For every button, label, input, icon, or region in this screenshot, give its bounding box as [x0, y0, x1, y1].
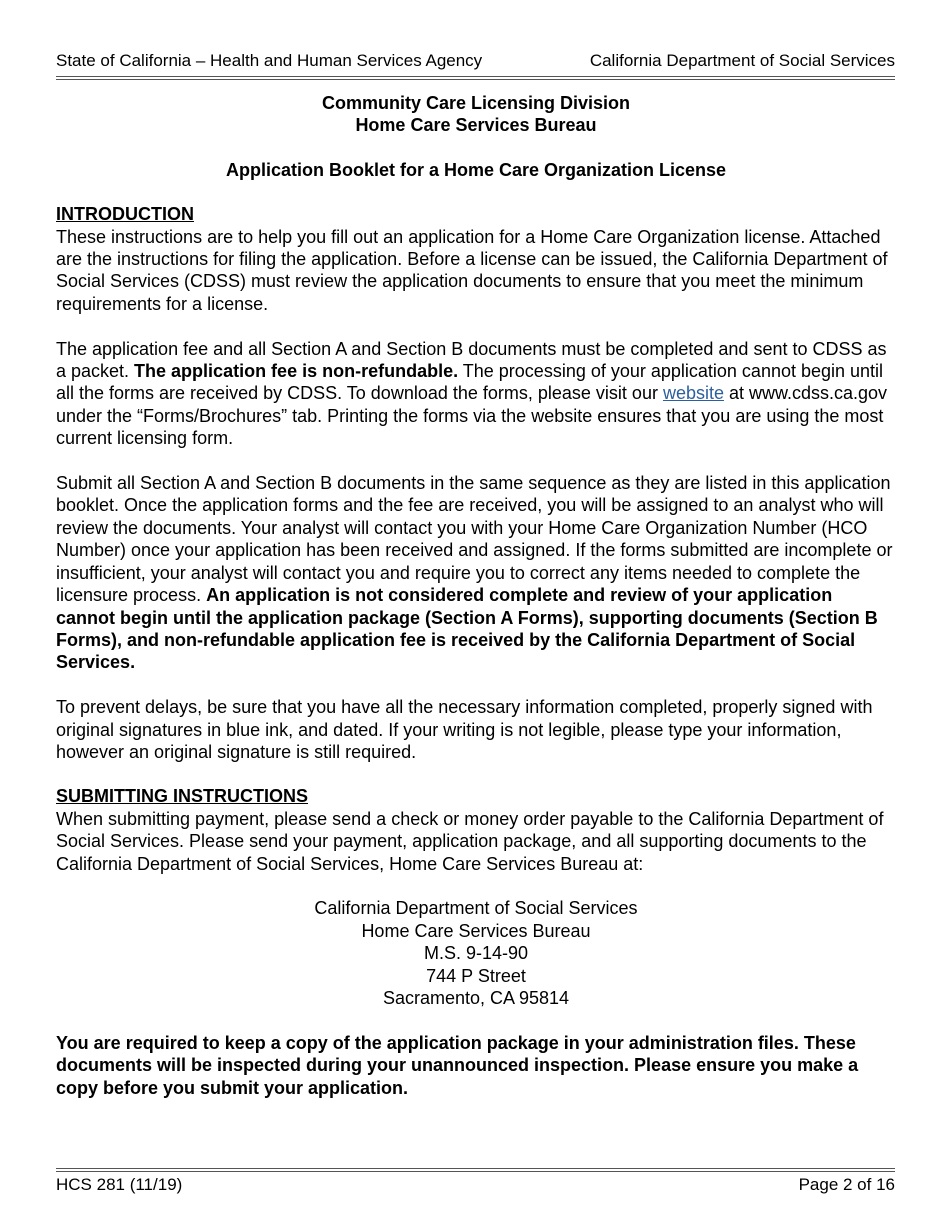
- introduction-heading: INTRODUCTION: [56, 204, 194, 225]
- page-number: Page 2 of 16: [798, 1175, 895, 1194]
- address-line-2: Home Care Services Bureau: [361, 920, 591, 941]
- header-agency: State of California – Health and Human Services Agency: [56, 51, 483, 70]
- address-line-1: California Department of Social Services: [314, 898, 638, 919]
- intro-p2-text-a: The application fee and all Section A and Section B documents must be completed and sent to CDSS as a packet.: [56, 338, 887, 382]
- header-department: California Department of Social Services: [589, 51, 895, 70]
- intro-paragraph-3: [56, 472, 896, 674]
- mailing-address: [56, 897, 896, 1009]
- copy-requirement-note: You are required to keep a copy of the application package in your administration files. These documents will be inspected during your unannounced inspection. Please ensure you make a copy before you submit your application.: [56, 1032, 859, 1098]
- division-title: Community Care Licensing Division: [321, 93, 631, 113]
- address-line-5: Sacramento, CA 95814: [382, 987, 570, 1008]
- intro-paragraph-1: These instructions are to help you fill out an application for a Home Care Organization license. Attached are the instructions for filing the application. Before a license can be issued, the California Department of Social Services (CDSS) must review the application documents to ensure that you meet the minimum requirements for a license.: [56, 226, 888, 314]
- application-complete-notice: An application is not considered complete and review of your application cannot begin until the application package (Section A Forms), supporting documents (Section B Forms), and non-refundable application fee is received by the California Department of Social Services.: [56, 585, 878, 673]
- document-body: [56, 92, 896, 1099]
- title-block: [56, 92, 896, 137]
- fee-non-refundable-text: The application fee is non-refundable.: [134, 361, 459, 382]
- intro-p3-text-a: Submit all Section A and Section B documents in the same sequence as they are listed in this application booklet. Once the application forms and the fee are received, you will be assigned to an analyst who will review the documents. Your analyst will contact you with your Home Care Organization Number (HCO Number) once your application has been received and assigned. If the forms submitted are incomplete or insufficient, your analyst will contact you and require you to correct any items needed to complete the licensure process.: [56, 473, 893, 606]
- bureau-title: Home Care Services Bureau: [355, 115, 597, 136]
- page-header: [56, 50, 895, 72]
- header-divider: [56, 76, 895, 80]
- address-line-4: 744 P Street: [426, 965, 526, 986]
- website-link[interactable]: website: [662, 383, 724, 404]
- address-line-3: M.S. 9-14-90: [423, 943, 529, 964]
- intro-paragraph-2: [56, 338, 896, 450]
- submitting-paragraph: When submitting payment, please send a check or money order payable to the California Department of Social Services. Please send your payment, application package, and all supporting documents to the California Department of Social Services, Home Care Services Bureau at:: [56, 808, 884, 874]
- submitting-heading: SUBMITTING INSTRUCTIONS: [56, 786, 308, 807]
- form-id: HCS 281 (11/19): [56, 1175, 183, 1194]
- intro-p2-text-d: at www.cdss.ca.gov under the “Forms/Brochures” tab. Printing the forms via the website ensures that you are using the most current licensing form.: [56, 383, 888, 449]
- booklet-title: Application Booklet for a Home Care Organization License: [225, 159, 727, 180]
- intro-p2-text-c: The processing of your application cannot begin until all the forms are received by CDSS. To download the forms, please visit our: [56, 361, 884, 404]
- footer-divider: [56, 1168, 895, 1172]
- intro-paragraph-4: To prevent delays, be sure that you have all the necessary information completed, properly signed with original signatures in blue ink, and dated. If your writing is not legible, please type your information, however an original signature is still required.: [56, 697, 873, 762]
- page-footer: [56, 1174, 895, 1196]
